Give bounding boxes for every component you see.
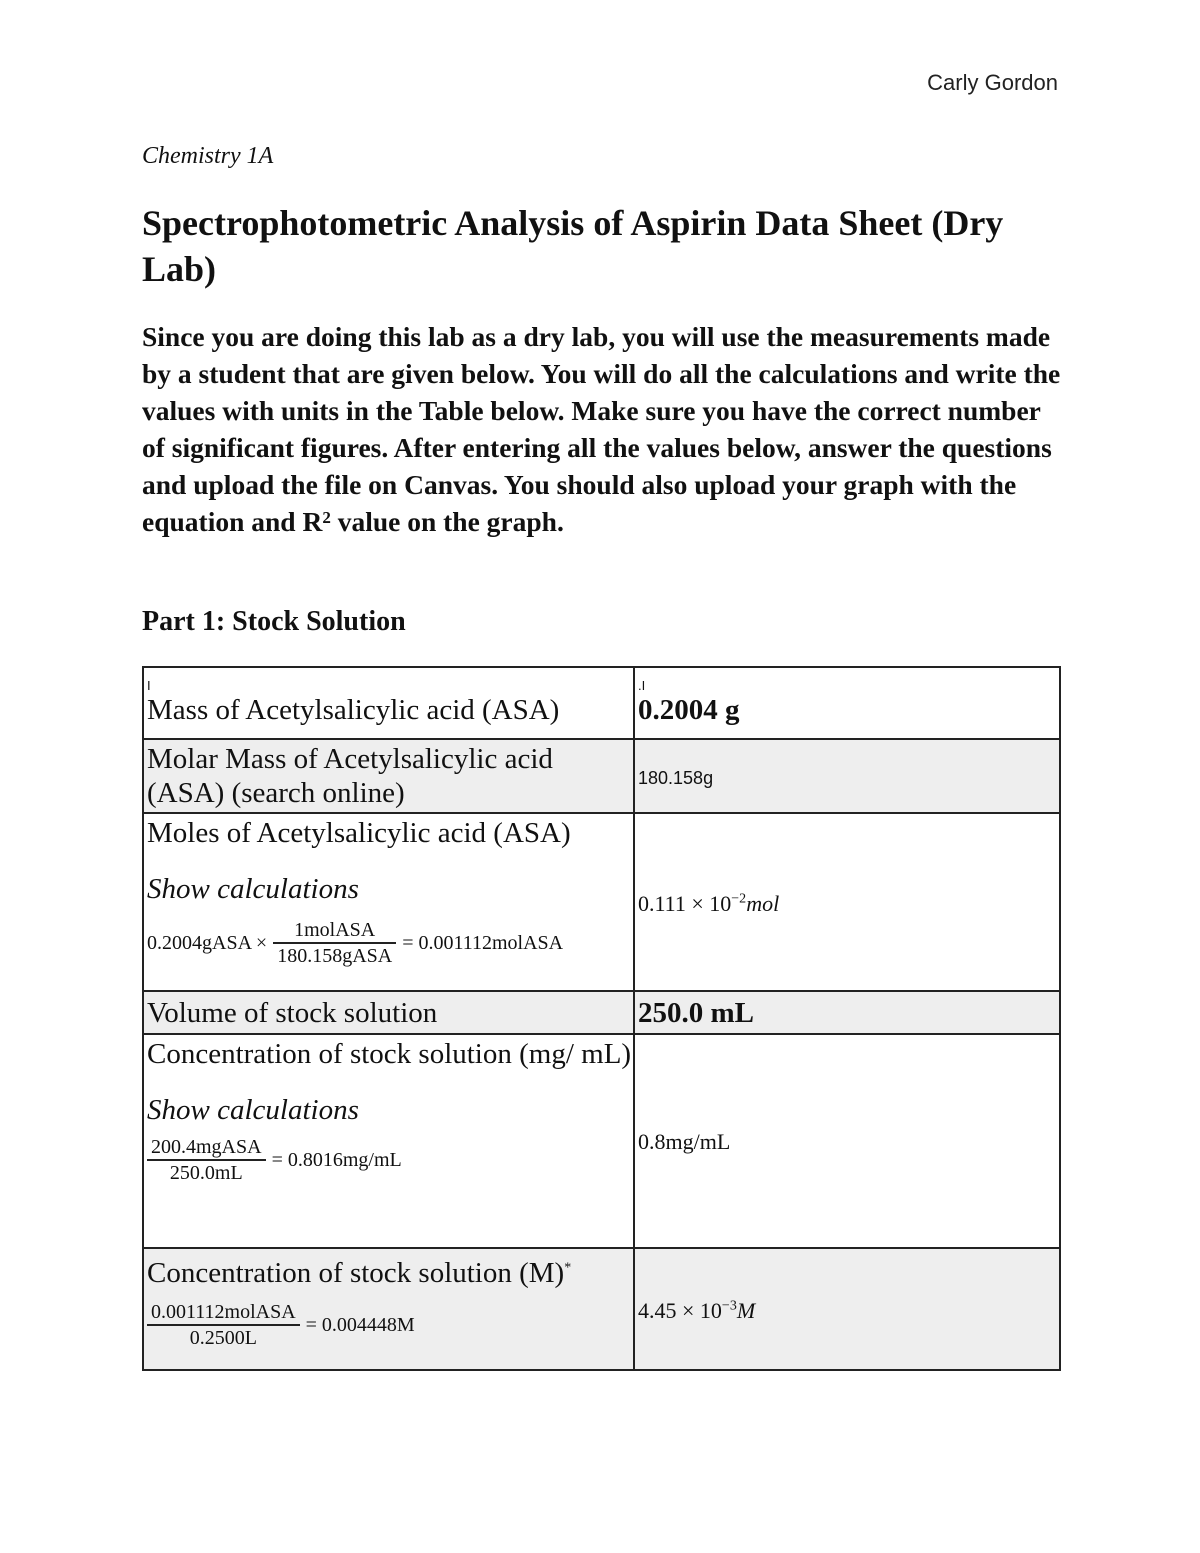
moles-value-cell[interactable] [634,813,1060,991]
page-title: Spectrophotometric Analysis of Aspirin Data Sheet (Dry Lab) [142,203,1004,289]
calc-numerator: 200.4mgASA [147,1135,266,1161]
table-row [143,991,1060,1034]
moles-label: Moles of Acetylsalicylic acid (ASA) [147,817,571,849]
calc-numerator: 0.001112molASA [147,1300,300,1326]
concentration-mgml-calculation [147,1135,633,1185]
cell-marker: .I [638,678,646,693]
concentration-exponent: −3 [721,1298,737,1314]
calc-lhs: 0.2004gASA × [147,932,268,954]
calc-fraction [273,918,396,968]
concentration-mgml-value: 0.8mg/mL [638,1129,731,1154]
calc-denominator: 180.158gASA [277,945,393,967]
concentration-mgml-value-cell[interactable] [634,1034,1060,1248]
stock-solution-table [142,666,1061,1371]
concentration-m-value [638,1298,755,1323]
calc-rhs: = 0.001112molASA [402,932,564,954]
calc-numerator: 1molASA [273,918,396,944]
concentration-m-value-cell[interactable] [634,1248,1060,1370]
moles-label-cell [143,813,634,991]
moles-value [638,891,779,916]
molar-mass-value: 180.158g [638,767,714,788]
mass-label: Mass of Acetylsalicylic acid (ASA) [147,694,560,726]
volume-value-cell[interactable] [634,991,1060,1034]
table-row [143,1034,1060,1248]
part1-heading: Part 1: Stock Solution [142,606,406,637]
moles-exponent: −2 [731,891,747,907]
volume-label: Volume of stock solution [147,996,438,1029]
table-row [143,739,1060,813]
moles-calculation [147,918,633,968]
mass-label-cell [143,667,634,739]
calc-fraction [147,1135,266,1185]
calc-fraction [147,1300,300,1350]
molar-mass-value-cell[interactable] [634,739,1060,813]
concentration-mgml-label-cell [143,1034,634,1248]
moles-mantissa: 0.111 × 10 [638,891,732,917]
course-name: Chemistry 1A [142,143,274,169]
instructions-paragraph [142,318,1067,540]
concentration-m-label-text: Concentration of stock solution (M) [147,1256,565,1289]
calc-denominator: 0.2500L [189,1326,257,1349]
concentration-mantissa: 4.45 × 10 [638,1298,722,1324]
author-name: Carly Gordon [927,70,1058,95]
calc-rhs: = 0.004448M [305,1313,415,1336]
calc-rhs: = 0.8016mg/mL [271,1149,402,1171]
mass-value-cell[interactable] [634,667,1060,739]
r-squared-superscript: 2 [322,508,331,527]
moles-unit: mol [746,891,780,917]
molar-mass-label: Molar Mass of Acetylsalicylic acid (ASA) (search online) [147,743,553,809]
table-row [143,1248,1060,1370]
concentration-mgml-label: Concentration of stock solution (mg/ mL) [147,1038,632,1070]
molar-mass-label-cell [143,739,634,813]
volume-label-cell [143,991,634,1034]
show-calculations-label: Show calculations [147,1094,359,1126]
mass-value: 0.2004 g [638,694,740,726]
concentration-m-calculation [147,1300,633,1350]
table-row [143,667,1060,739]
concentration-m-label [147,1257,571,1289]
table-row [143,813,1060,991]
concentration-unit: M [736,1298,756,1324]
footnote-asterisk: * [564,1260,572,1275]
instructions-text: Since you are doing this lab as a dry lab, you will use the measurements made by a student that are given below. You will do all the calculations and write the values with units in the Table below. Make sure you have the correct number of significant figures. After entering all the values below, answer the questions and upload the file on Canvas. You should also upload your graph with the equation and R [142,321,1061,537]
show-calculations-label: Show calculations [147,873,359,905]
instructions-text-end: value on the graph. [330,506,564,537]
cell-marker: I [147,678,151,693]
volume-value: 250.0 mL [638,996,754,1029]
concentration-m-label-cell [143,1248,634,1370]
calc-denominator: 250.0mL [169,1162,243,1184]
